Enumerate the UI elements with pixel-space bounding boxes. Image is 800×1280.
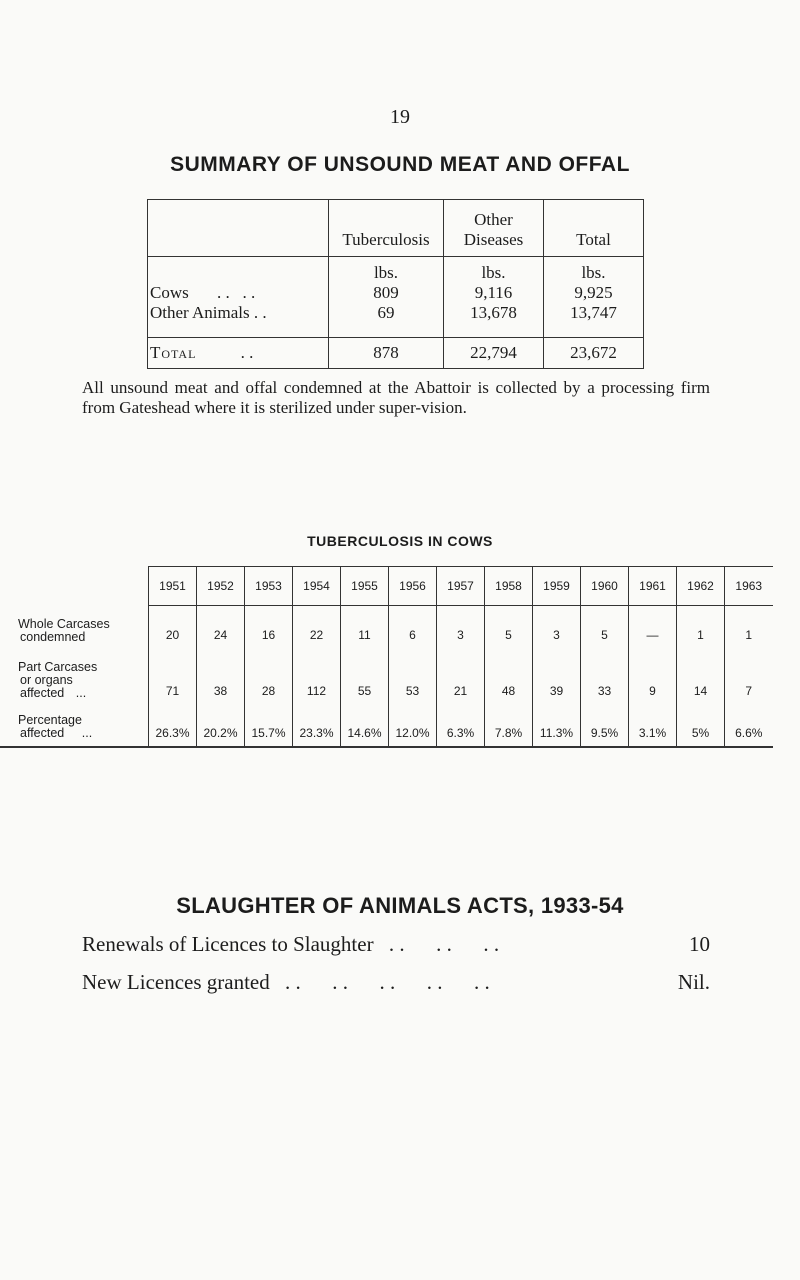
table-cell: 9.5% (581, 700, 629, 747)
table-cell: 71 (149, 644, 197, 700)
year-header: 1961 (629, 567, 677, 606)
item-label: Renewals of Licences to Slaughter (82, 932, 374, 956)
year-header: 1962 (677, 567, 725, 606)
table-cell: 53 (389, 644, 437, 700)
row-label: Part Carcases or organs affected ... (18, 660, 98, 700)
table-cell: 6.6% (725, 700, 773, 747)
table-cell: 9,116 (444, 283, 544, 303)
units-row (148, 257, 644, 284)
summary-header-other-diseases (444, 200, 544, 257)
table-cell: 14 (677, 644, 725, 700)
table-row (148, 283, 644, 303)
year-header: 1963 (725, 567, 773, 606)
table-cell: — (629, 606, 677, 645)
table-cell: 14.6% (341, 700, 389, 747)
list-item (82, 970, 710, 995)
table-cell: 13,747 (544, 303, 644, 338)
table-cell: 5 (581, 606, 629, 645)
row-label: Whole Carcases condemned (18, 617, 110, 644)
table-cell: 16 (245, 606, 293, 645)
table-cell: 13,678 (444, 303, 544, 338)
table-cell: 11 (341, 606, 389, 645)
table-row (148, 303, 644, 338)
table-cell: 20.2% (197, 700, 245, 747)
table-cell: 20 (149, 606, 197, 645)
table-cell: 6 (389, 606, 437, 645)
year-header: 1955 (341, 567, 389, 606)
summary-header-blank (148, 200, 329, 257)
table-cell: 48 (485, 644, 533, 700)
table-row (0, 700, 773, 747)
summary-title: SUMMARY OF UNSOUND MEAT AND OFFAL (170, 153, 630, 176)
year-header: 1956 (389, 567, 437, 606)
table-cell: 23,672 (544, 338, 644, 369)
item-label: New Licences granted (82, 970, 270, 994)
table-cell: 1 (677, 606, 725, 645)
table-cell: 39 (533, 644, 581, 700)
row-label: Percentage affected ... (0, 700, 149, 747)
item-value: 10 (689, 932, 710, 956)
table-cell: 55 (341, 644, 389, 700)
summary-header-total: Total (544, 200, 644, 257)
page-number: 19 (390, 106, 410, 128)
table-cell: 878 (329, 338, 444, 369)
summary-header-tuberculosis: Tuberculosis (329, 200, 444, 257)
table-cell: 22 (293, 606, 341, 645)
list-item (82, 932, 710, 957)
year-header: 1952 (197, 567, 245, 606)
table-row (0, 606, 773, 645)
table-cell: 7.8% (485, 700, 533, 747)
table-cell: 6.3% (437, 700, 485, 747)
row-label: Cows . . . . (148, 283, 329, 303)
table-cell: 3.1% (629, 700, 677, 747)
table-cell: 11.3% (533, 700, 581, 747)
table-cell: 24 (197, 606, 245, 645)
year-header: 1953 (245, 567, 293, 606)
table-cell: 3 (533, 606, 581, 645)
table-cell: 9 (629, 644, 677, 700)
table-row (0, 644, 773, 700)
table-cell: 22,794 (444, 338, 544, 369)
unit-cell: lbs. (544, 257, 644, 284)
slaughter-title: SLAUGHTER OF ANIMALS ACTS, 1933-54 (176, 893, 624, 918)
unit-cell: lbs. (444, 257, 544, 284)
tb-cows-title: TUBERCULOSIS IN COWS (307, 533, 493, 549)
year-header: 1959 (533, 567, 581, 606)
table-cell: 12.0% (389, 700, 437, 747)
table-cell: 7 (725, 644, 773, 700)
item-value: Nil. (677, 970, 710, 994)
year-header: 1951 (149, 567, 197, 606)
table-cell: 21 (437, 644, 485, 700)
table-cell: 28 (245, 644, 293, 700)
header-other-line1: Other (474, 210, 513, 229)
item-dots: . . . . . . (388, 932, 500, 956)
summary-table (147, 199, 644, 369)
year-header: 1957 (437, 567, 485, 606)
header-other-line2: Diseases (463, 230, 524, 249)
tb-cows-table (0, 566, 773, 748)
abattoir-paragraph: All unsound meat and offal condemned at the Abattoir is collected by a processing firm from Gateshead where it is sterilized under super-vision. (82, 378, 710, 417)
year-header: 1960 (581, 567, 629, 606)
total-label: Total . . (148, 338, 329, 369)
table-cell: 112 (293, 644, 341, 700)
item-dots: . . . . . . . . . . (285, 970, 490, 994)
table-cell: 809 (329, 283, 444, 303)
table-cell: 33 (581, 644, 629, 700)
table-cell: 23.3% (293, 700, 341, 747)
table-cell: 26.3% (149, 700, 197, 747)
unit-cell: lbs. (329, 257, 444, 284)
table-cell: 69 (329, 303, 444, 338)
table-cell: 5 (485, 606, 533, 645)
table-cell: 38 (197, 644, 245, 700)
row-label: Other Animals . . (148, 303, 329, 338)
total-row (148, 338, 644, 369)
year-header: 1958 (485, 567, 533, 606)
table-cell: 3 (437, 606, 485, 645)
year-header: 1954 (293, 567, 341, 606)
table-cell: 9,925 (544, 283, 644, 303)
years-row (0, 567, 773, 606)
table-cell: 1 (725, 606, 773, 645)
table-cell: 15.7% (245, 700, 293, 747)
table-cell: 5% (677, 700, 725, 747)
